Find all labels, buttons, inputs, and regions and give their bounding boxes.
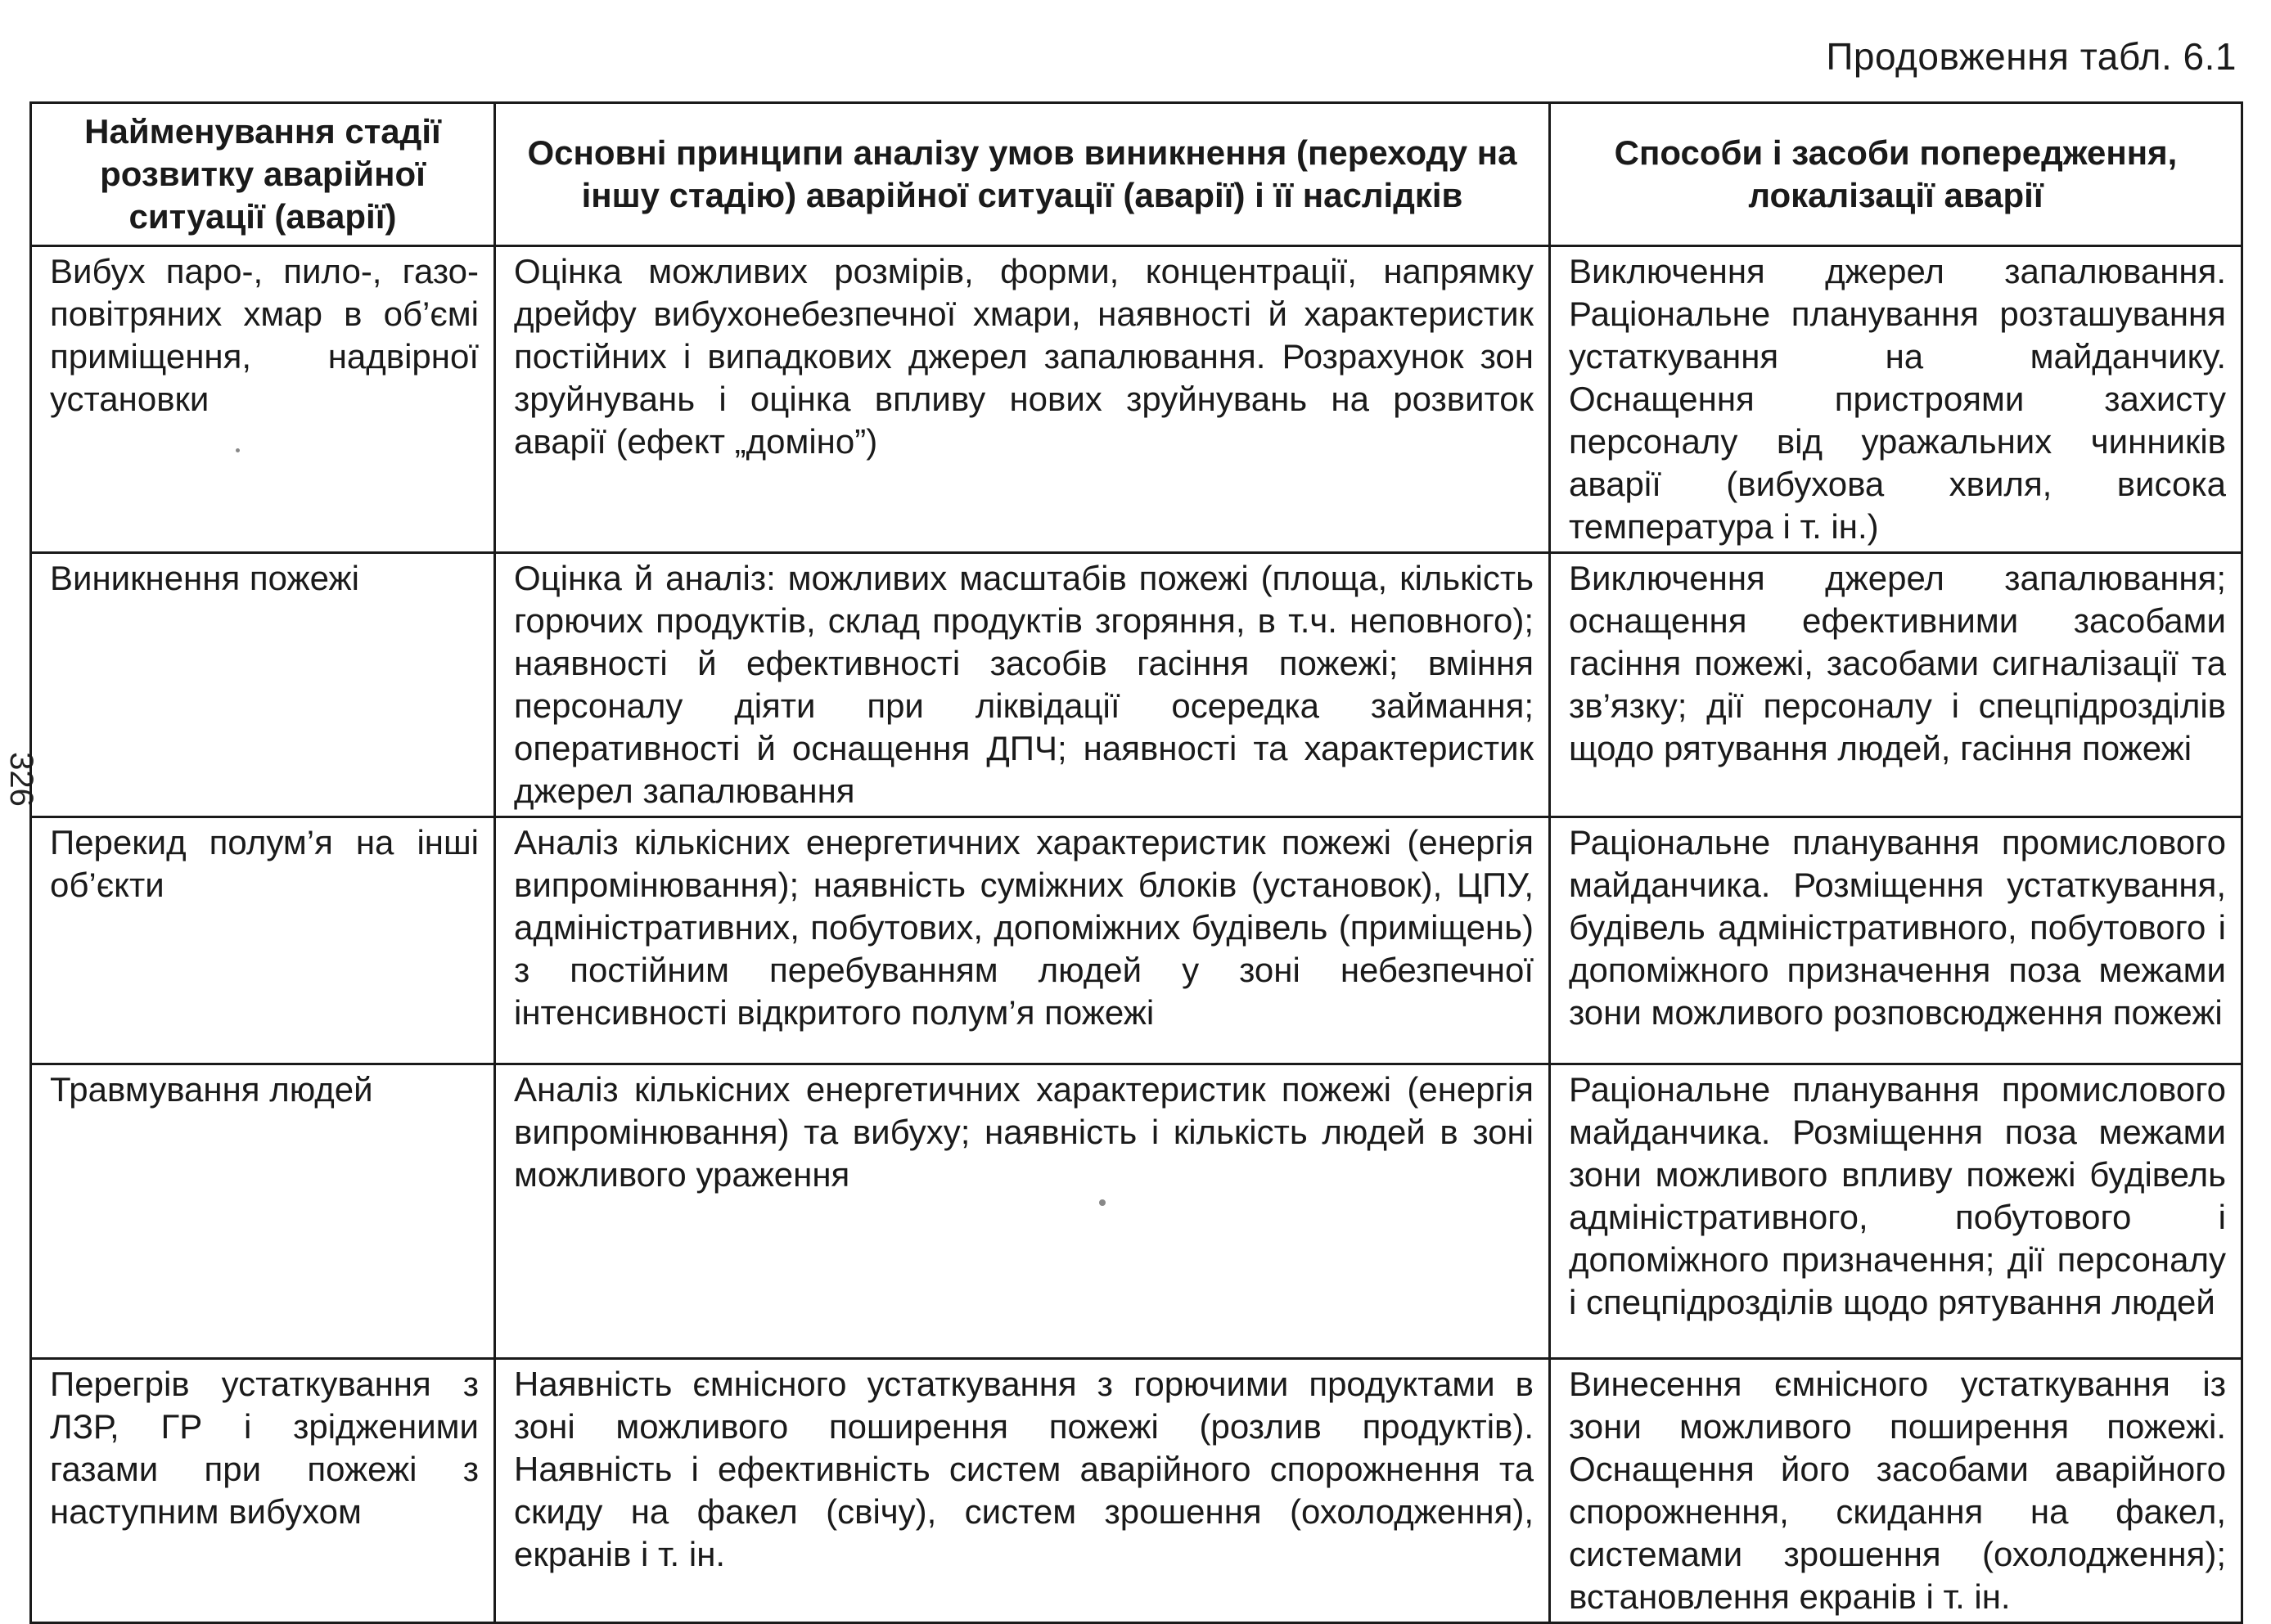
table-row	[31, 1064, 2242, 1359]
cell-prevention: Раціональне планування промислового майданчика. Розміщення поза межами зони можливого впливу пожежі будівель адміністративного, побутового і допоміжного призначення; дії персоналу і спецпідрозділів щодо рятування людей	[1550, 1064, 2242, 1359]
cell-stage: Перегрів устаткування з ЛЗР, ГР і зрідженими газами при пожежі з наступним вибухом	[31, 1359, 495, 1623]
table-row	[31, 246, 2242, 553]
cell-prevention: Раціональне планування промислового майданчика. Розміщення устаткування, будівель адміністративного, побутового і допоміжного призначення поза межами зони можливого розповсюдження пожежі	[1550, 817, 2242, 1064]
table-row	[31, 817, 2242, 1064]
cell-stage: Виникнення пожежі	[31, 553, 495, 817]
page-number: 326	[2, 752, 39, 807]
scan-speck	[1099, 1199, 1106, 1206]
cell-analysis: Аналіз кількісних енергетичних характеристик пожежі (енергія випромінювання) та вибуху; наявність і кількість людей в зоні можливого ураження	[495, 1064, 1550, 1359]
cell-analysis: Оцінка можливих розмірів, форми, концентрації, напрямку дрейфу вибухонебезпечної хмари, наявності й характеристик постійних і випадкових джерел запалювання. Розрахунок зон зруйнувань і оцінка впливу нових зруйнувань на розвиток аварії (ефект „доміно”)	[495, 246, 1550, 553]
header-analysis: Основні принципи аналізу умов виникнення (переходу на іншу стадію) аварійної ситуації (аварії) і її наслідків	[495, 103, 1550, 246]
table-header-row	[31, 103, 2242, 246]
cell-analysis: Наявність ємнісного устаткування з горючими продуктами в зоні можливого поширення пожежі (розлив продуктів). Наявність і ефективність систем аварійного спорожнення та скиду на факел (свічу), систем зрошення (охолодження), екранів і т. ін.	[495, 1359, 1550, 1623]
cell-prevention: Виключення джерел запалювання. Раціональне планування розташування устаткування на майданчику. Оснащення пристроями захисту персоналу від уражальних чинників аварії (вибухова хвиля, висока температура і т. ін.)	[1550, 246, 2242, 553]
cell-stage: Перекид полум’я на інші об’єкти	[31, 817, 495, 1064]
cell-prevention: Виключення джерел запалювання; оснащення ефективними засобами гасіння пожежі, засобами сигналізації та зв’язку; дії персоналу і спецпідрозділів щодо рятування людей, гасіння пожежі	[1550, 553, 2242, 817]
cell-analysis: Оцінка й аналіз: можливих масштабів пожежі (площа, кількість горючих продуктів, склад продуктів згоряння, в т.ч. неповного); наявності й ефективності засобів гасіння пожежі; вміння персоналу діяти при ліквідації осередка займання; оперативності й оснащення ДПЧ; наявності та характеристик джерел запалювання	[495, 553, 1550, 817]
header-stage: Найменування стадії розвитку аварійної ситуації (аварії)	[31, 103, 495, 246]
table-row	[31, 1359, 2242, 1623]
table-row	[31, 553, 2242, 817]
cell-stage: Травмування людей	[31, 1064, 495, 1359]
header-prevention: Способи і засоби попередження, локалізації аварії	[1550, 103, 2242, 246]
cell-analysis: Аналіз кількісних енергетичних характеристик пожежі (енергія випромінювання); наявність суміжних блоків (установок), ЦПУ, адміністративних, побутових, допоміжних будівель (приміщень) з постійним перебуванням людей у зоні небезпечної інтенсивності відкритого полум’я пожежі	[495, 817, 1550, 1064]
cell-prevention: Винесення ємнісного устаткування із зони можливого поширення пожежі. Оснащення його засобами аварійного спорожнення, скидання на факел, системами зрошення (охолодження); встановлення екранів і т. ін.	[1550, 1359, 2242, 1623]
data-table	[29, 101, 2243, 1624]
scan-speck	[236, 448, 240, 452]
table-caption: Продовження табл. 6.1	[1826, 35, 2237, 78]
cell-stage: Вибух паро-, пило-, газо-повітряних хмар в об’ємі приміщення, надвірної установки	[31, 246, 495, 553]
